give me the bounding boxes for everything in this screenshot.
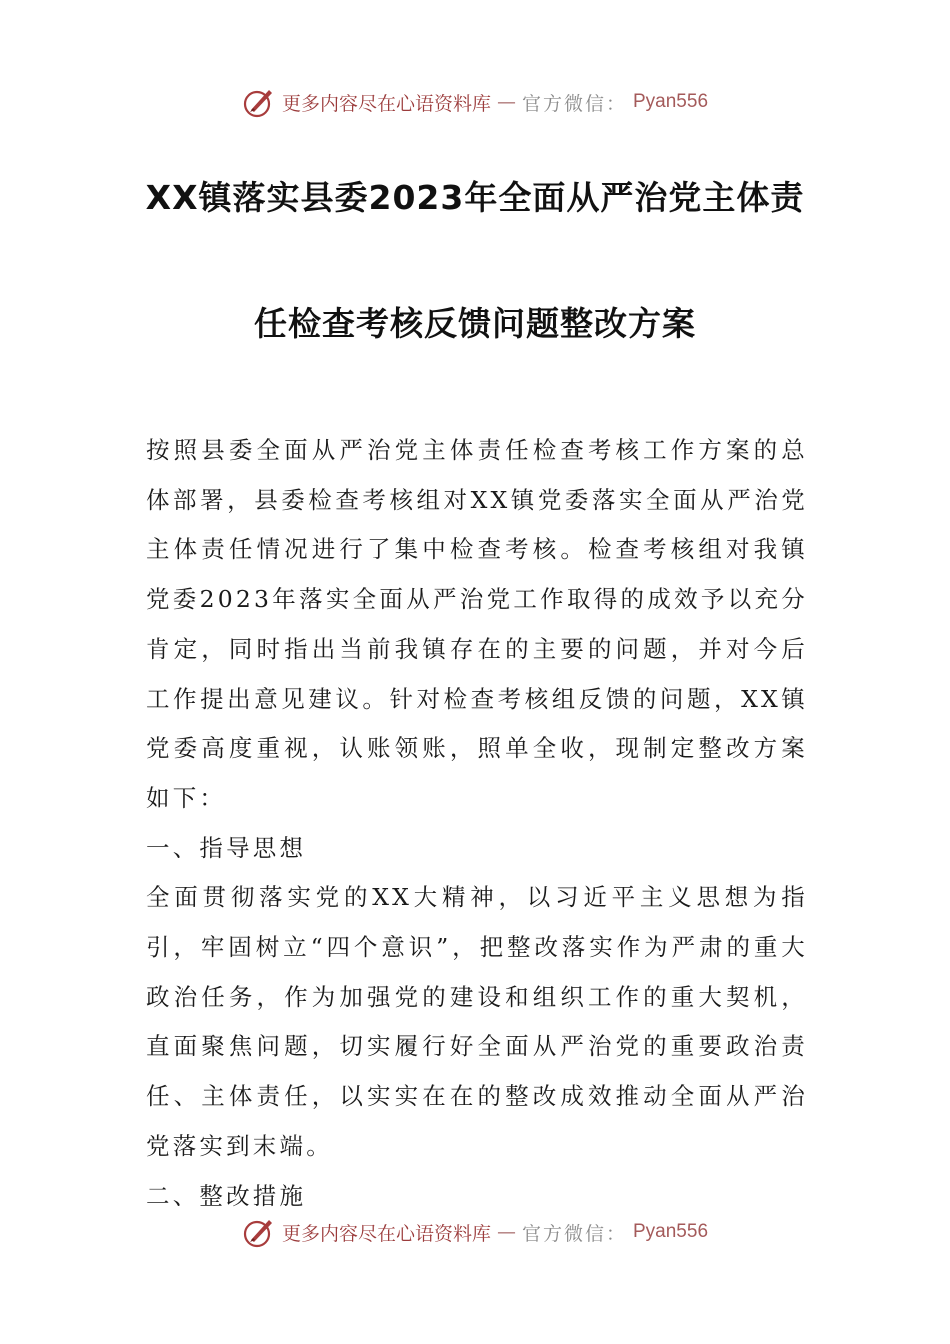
section-1-heading: 一、指导思想 (146, 833, 307, 862)
watermark-site-text: 更多内容尽在心语资料库 (281, 1222, 491, 1245)
watermark-banner-bottom (0, 1212, 950, 1252)
document-title-line-2: 任检查考核反馈问题整改方案 (254, 304, 696, 343)
intro-paragraph: 按照县委全面从严治党主体责任检查考核工作方案的总体部署，县委检查考核组对XX镇党委落实全面从严治党主体责任情况进行了集中检查考核。检查考核组对我镇党委2023年落实全面从严治党工作取得的成效予以充分肯定，同时指出当前我镇存在的主要的问题，并对今后工作提出意见建议。针对检查考核组反馈的问题，XX镇党委高度重视，认账领账，照单全收，现制定整改方案如下： (146, 436, 808, 812)
watermark-dash: — (496, 91, 516, 113)
watermark-wechat-id: Pyan556 (633, 1221, 709, 1242)
watermark-banner-top (0, 82, 950, 122)
watermark-site-text: 更多内容尽在心语资料库 (281, 92, 491, 115)
watermark-wechat-label: 官方微信： (521, 92, 627, 115)
quill-pen-logo-icon (242, 85, 276, 119)
quill-pen-logo-icon (242, 1215, 276, 1249)
document-title-line-1: XX镇落实县委2023年全面从严治党主体责 (145, 178, 805, 217)
document-body (146, 426, 808, 1221)
section-1-paragraph: 全面贯彻落实党的XX大精神，以习近平主义思想为指引，牢固树立“四个意识”，把整改落实作为严肃的重大政治任务，作为加强党的建设和组织工作的重大契机，直面聚焦问题，切实履行好全面从严治党的重要政治责任、主体责任，以实实在在的整改成效推动全面从严治党落实到末端。 (146, 883, 808, 1160)
watermark-wechat-label: 官方微信： (521, 1222, 627, 1245)
section-2-heading: 二、整改措施 (146, 1181, 307, 1210)
watermark-wechat-id: Pyan556 (633, 91, 709, 112)
watermark-dash: — (496, 1221, 516, 1243)
